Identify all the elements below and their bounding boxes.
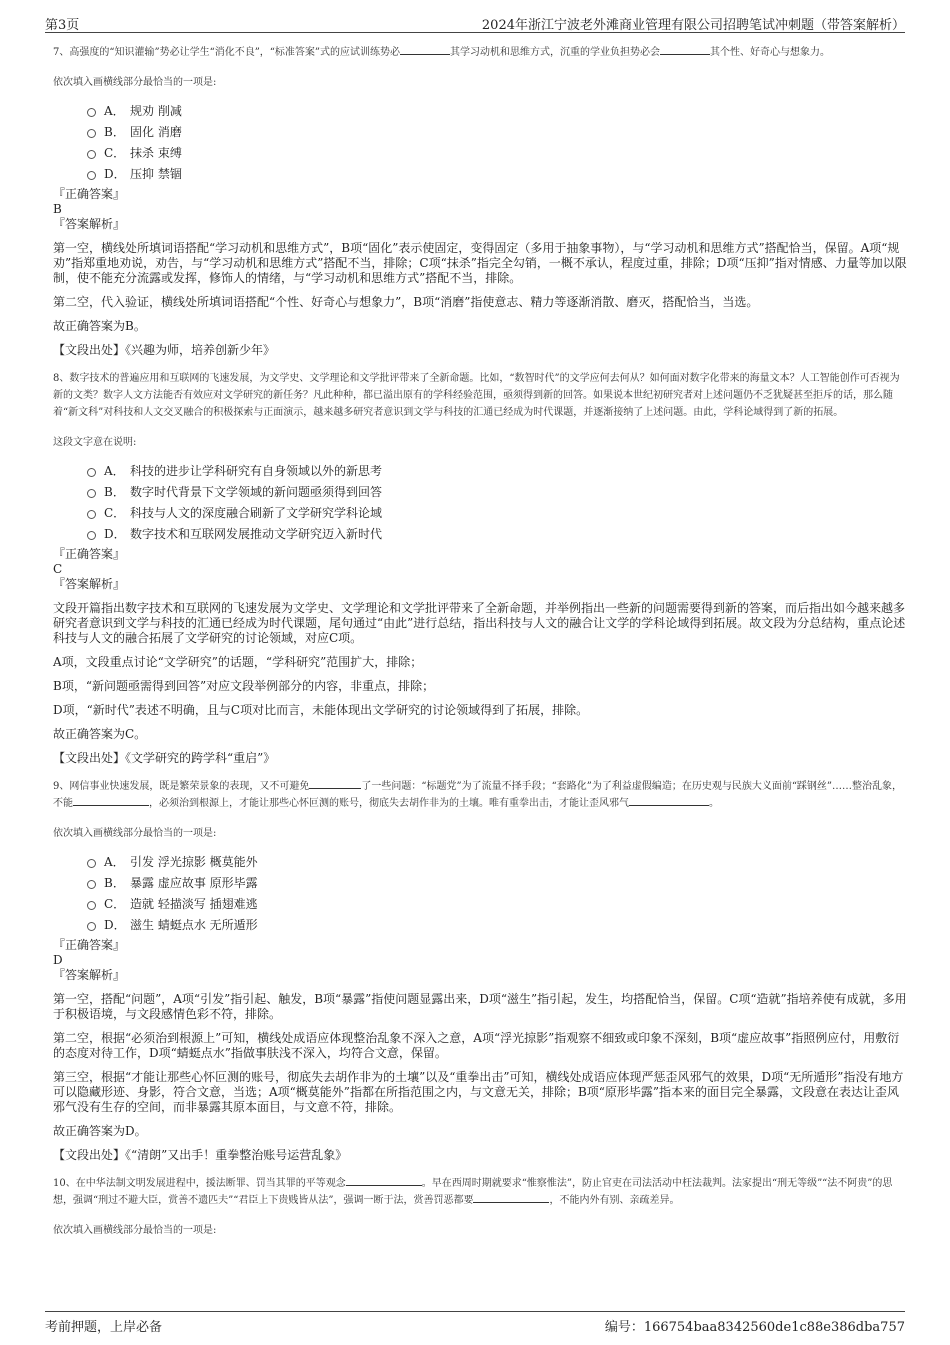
question-10-prompt: 依次填入画横线部分最恰当的一项是:	[53, 1225, 217, 1236]
question-9-options	[87, 851, 908, 935]
option-a[interactable]: A． 科技的进步让学科研究有自身领域以外的新思考	[87, 460, 908, 481]
question-7-stem: 7、高强度的“知识灌输”势必让学生“消化不良”，“标准答案”式的应试训练势必 其学习动机和思维方式，沉重的学业负担势必会 其个性、好奇心与想象力。	[53, 47, 831, 58]
analysis-paragraph: 故正确答案为B。	[53, 319, 146, 333]
option-b[interactable]: B． 暴露 虚应故事 原形毕露	[87, 872, 908, 893]
analysis-paragraph: 文段开篇指出数字技术和互联网的飞速发展为文学史、文学理论和文学批评带来了全新命题，并举例指出一些新的问题需要得到新的答案，而后指出如今越来越多研究者意识到文学与科技的汇通已经成为时代课题，尾句通过“由此”进行总结，指出科技与人文的融合让文学的学科论域得到拓展。故文段为分总结构，重点论述科技与人文的融合拓展了文学研究的讨论领域，对应C项。	[53, 601, 906, 645]
question-8-stem: 8、数字技术的普遍应用和互联网的飞速发展，为文学史、文学理论和文学批评带来了全新命题。比如，“数智时代”的文学应何去何从？如何面对数字化带来的海量文本？人工智能创作可否视为新的文类？数字人文方法能否有效应对文学研究的新任务？凡此种种，都已溢出原有的学科经验范围，亟须得到新的回答。如果说本世纪初研究者对上述问题仍不乏犹疑甚至拒斥的话，那么随着“新文科”对科技和人文交叉融合的积极探索与正面演示，越来越多研究者意识到文学与科技的汇通已经成为时代课题，并逐渐接纳了上述问题。由此，学科论域得到了新的拓展。	[53, 373, 900, 418]
option-c[interactable]: C． 科技与人文的深度融合刷新了文学研究学科论域	[87, 502, 908, 523]
correct-answer: D	[53, 953, 63, 967]
blank	[346, 1176, 422, 1186]
analysis-paragraph: 第一空，横线处所填词语搭配“学习动机和思维方式”，B项“固化”表示使固定，变得固定（多用于抽象事物），与“学习动机和思维方式”搭配恰当，保留。A项“规劝”指郑重地劝说，劝告，与“学习动机和思维方式”搭配不当，排除；C项“抹杀”指完全勾销，一概不承认，程度过重，排除；D项“压抑”指对情感、力量等加以限制，使不能充分流露或发挥，修饰人的情绪，与“学习动机和思维方式”搭配不当，排除。	[53, 241, 907, 285]
analysis-label: 『答案解析』	[53, 968, 126, 982]
source-citation: 【文段出处】《文学研究的跨学科“重启”》	[53, 751, 276, 765]
analysis-paragraph: D项，“新时代”表述不明确，且与C项对比而言，未能体现出文学研究的讨论领域得到了拓展，排除。	[53, 703, 589, 717]
question-8-prompt: 这段文字意在说明:	[53, 437, 137, 448]
option-b[interactable]: B． 固化 消磨	[87, 121, 908, 142]
analysis-paragraph: 第二空，根据“必须治到根源上”可知，横线处成语应体现整治乱象不深入之意，A项“浮光掠影”指观察不细致或印象不深刻，B项“虚应故事”指照例应付，用敷衍的态度对待工作，D项“蜻蜓点水”指做事肤浅不深入，均符合文意，保留。	[53, 1031, 900, 1060]
analysis-label: 『答案解析』	[53, 217, 126, 231]
radio-button[interactable]	[87, 880, 96, 889]
document-title: 2024年浙江宁波老外滩商业管理有限公司招聘笔试冲刺题（带答案解析）	[481, 18, 905, 33]
blank	[73, 796, 149, 806]
analysis-paragraph: 第一空，搭配“问题”，A项“引发”指引起、触发，B项“暴露”指使问题显露出来，D项“滋生”指引起，发生，均搭配恰当，保留。C项“造就”指培养使有成就，多用于积极语境，与文段感情色彩不符，排除。	[53, 992, 907, 1021]
option-a[interactable]: A． 引发 浮光掠影 概莫能外	[87, 851, 908, 872]
question-9-prompt: 依次填入画横线部分最恰当的一项是:	[53, 828, 217, 839]
main-content	[53, 44, 908, 1248]
blank	[400, 45, 450, 55]
page-footer	[45, 1311, 905, 1334]
radio-button[interactable]	[87, 171, 96, 180]
radio-button[interactable]	[87, 129, 96, 138]
page-number: 第3页	[45, 18, 80, 33]
document-id: 编号：166754baa8342560de1c88e386dba757	[604, 1320, 905, 1335]
option-a[interactable]: A． 规劝 削减	[87, 100, 908, 121]
radio-button[interactable]	[87, 922, 96, 931]
correct-answer: C	[53, 562, 63, 576]
option-b[interactable]: B． 数字时代背景下文学领域的新问题亟须得到回答	[87, 481, 908, 502]
question-7-options	[87, 100, 908, 184]
analysis-paragraph: B项，“新问题亟需得到回答”对应文段举例部分的内容，非重点，排除；	[53, 679, 435, 693]
radio-button[interactable]	[87, 468, 96, 477]
blank	[309, 779, 361, 789]
blank	[473, 1193, 549, 1203]
radio-button[interactable]	[87, 859, 96, 868]
question-10-stem: 10、在中华法制文明发展进程中，援法断罪、罚当其罪的平等观念 。早在西周时期就要求“惟察惟法”，防止官吏在司法活动中枉法裁判。法家提出“刑无等级”“法不阿贵”的思想，强调“刑过不避大臣，赏善不遗匹夫”“君臣上下贵贱皆从法”，强调一断于法，赏善罚恶都要 ，不能内外有别、亲疏差异。	[53, 1178, 893, 1206]
analysis-paragraph: 故正确答案为D。	[53, 1124, 147, 1138]
radio-button[interactable]	[87, 108, 96, 117]
blank	[629, 796, 709, 806]
correct-answer-label: 『正确答案』	[53, 187, 126, 201]
analysis-paragraph: 第二空，代入验证，横线处所填词语搭配“个性、好奇心与想象力”，B项“消磨”指使意志、精力等逐渐消散、磨灭，搭配恰当，当选。	[53, 295, 759, 309]
analysis-paragraph: 故正确答案为C。	[53, 727, 147, 741]
option-c[interactable]: C． 抹杀 束缚	[87, 142, 908, 163]
correct-answer-label: 『正确答案』	[53, 547, 126, 561]
option-d[interactable]: D． 滋生 蜻蜓点水 无所遁形	[87, 914, 908, 935]
blank	[660, 45, 710, 55]
radio-button[interactable]	[87, 150, 96, 159]
option-c[interactable]: C． 造就 轻描淡写 插翅难逃	[87, 893, 908, 914]
radio-button[interactable]	[87, 901, 96, 910]
analysis-label: 『答案解析』	[53, 577, 126, 591]
footer-slogan: 考前押题，上岸必备	[45, 1320, 163, 1335]
option-d[interactable]: D． 数字技术和互联网发展推动文学研究迈入新时代	[87, 523, 908, 544]
correct-answer-label: 『正确答案』	[53, 938, 126, 952]
radio-button[interactable]	[87, 531, 96, 540]
question-8-options	[87, 460, 908, 544]
question-9-stem: 9、网信事业快速发展，既是繁荣景象的表现，又不可避免 了一些问题：“标题党”为了流量不择手段；“套路化”为了利益虚假编造；在历史观与民族大义面前“踩钢丝”……整治乱象，不能 ，必须治到根源上，才能让那些心怀叵测的账号，彻底失去胡作非为的土壤。唯有重拳出击，才能让歪风邪气 。	[53, 781, 903, 809]
correct-answer: B	[53, 202, 62, 216]
source-citation: 【文段出处】《兴趣为师，培养创新少年》	[53, 343, 276, 357]
analysis-paragraph: 第三空，根据“才能让那些心怀叵测的账号，彻底失去胡作非为的土壤”以及“重拳出击”可知，横线处成语应体现严惩歪风邪气的效果，D项“无所遁形”指没有地方可以隐藏形迹、身影，符合文意，当选；A项“概莫能外”指都在所指范围之内，与文意无关，排除；B项“原形毕露”指本来的面目完全暴露，文段意在表达让歪风邪气没有生存的空间，而非暴露其原本面目，与文意不符，排除。	[53, 1070, 904, 1114]
option-d[interactable]: D． 压抑 禁锢	[87, 163, 908, 184]
source-citation: 【文段出处】《“清朗”又出手！重拳整治账号运营乱象》	[53, 1148, 348, 1162]
radio-button[interactable]	[87, 489, 96, 498]
page-header	[45, 10, 905, 33]
analysis-paragraph: A项，文段重点讨论“文学研究”的话题，“学科研究”范围扩大，排除；	[53, 655, 423, 669]
question-7-prompt: 依次填入画横线部分最恰当的一项是:	[53, 77, 217, 88]
radio-button[interactable]	[87, 510, 96, 519]
